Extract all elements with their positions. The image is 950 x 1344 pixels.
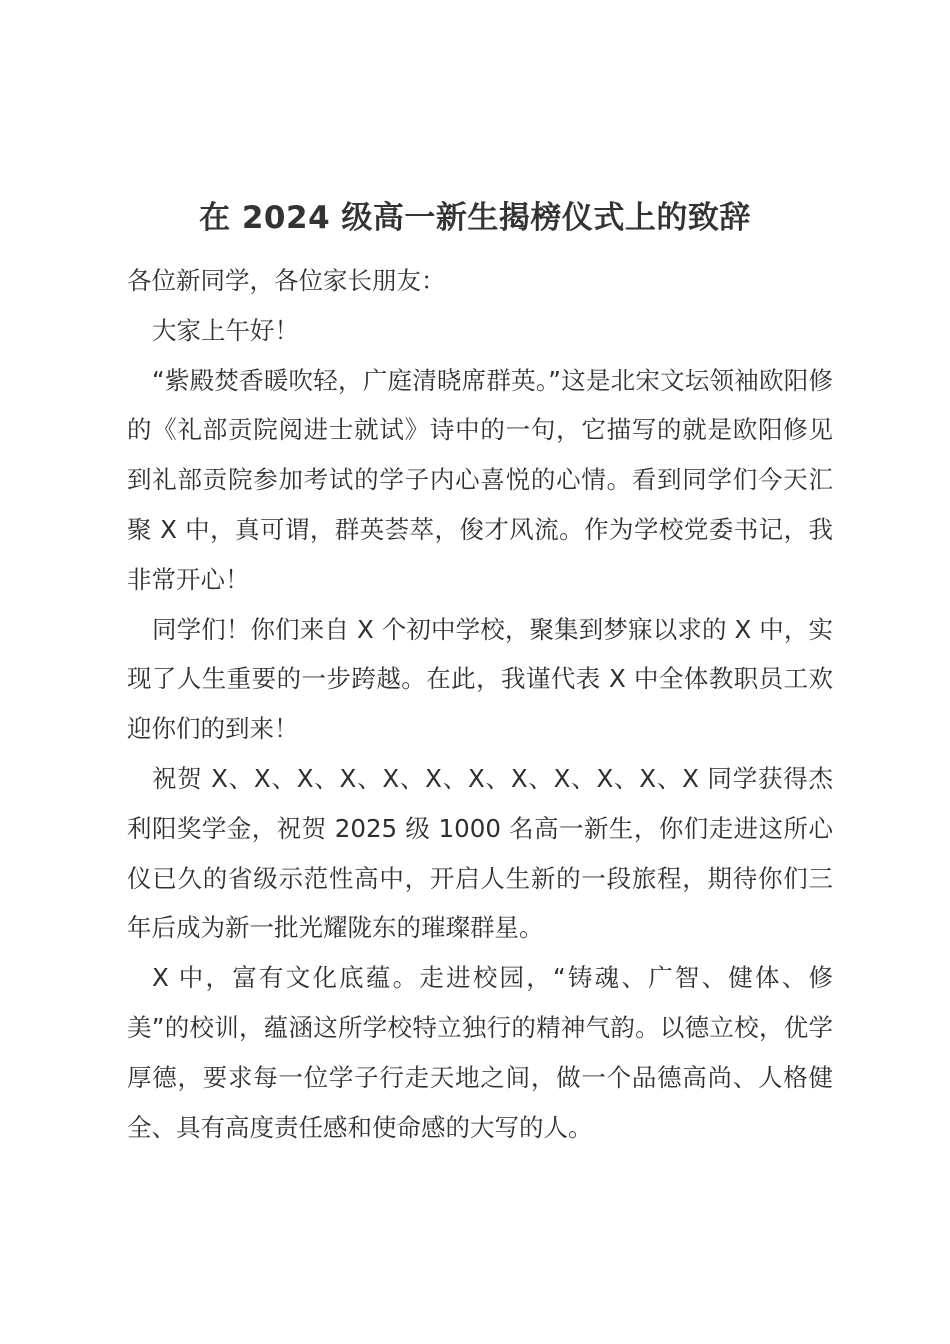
paragraph-2: 同学们！你们来自 X 个初中学校，聚集到梦寐以求的 X 中，实现了人生重要的一步跨越。在此，我谨代表 X 中全体教职员工欢迎你们的到来！ [127,614,833,744]
greeting: 大家上午好！ [152,315,299,345]
salutation: 各位新同学，各位家长朋友： [127,266,446,295]
document-title: 在 2024 级高一新生揭榜仪式上的致辞 [199,200,751,236]
paragraph-4: X 中，富有文化底蕴。走进校园，“铸魂、广智、健体、修美”的校训，蕴涵这所学校特立独行的精神气韵。以德立校，优学厚德，要求每一位学子行走天地之间，做一个品德高尚、人格健全、具有高度责任感和使命感的大写的人。 [127,963,833,1142]
paragraph-3: 祝贺 X、X、X、X、X、X、X、X、X、X、X、X 同学获得杰利阳奖学金，祝贺 2025 级 1000 名高一新生，你们走进这所心仪已久的省级示范性高中，开启人生新的一段旅程，期待你们三年后成为新一批光耀陇东的璀璨群星。 [127,763,833,943]
document-body [127,256,833,1152]
paragraph-1: “紫殿焚香暖吹轻，广庭清晓席群英。”这是北宋文坛领袖欧阳修的《礼部贡院阅进士就试》诗中的一句，它描写的就是欧阳修见到礼部贡院参加考试的学子内心喜悦的心情。看到同学们今天汇聚 X 中，真可谓，群英荟萃，俊才风流。作为学校党委书记，我非常开心！ [127,365,833,594]
